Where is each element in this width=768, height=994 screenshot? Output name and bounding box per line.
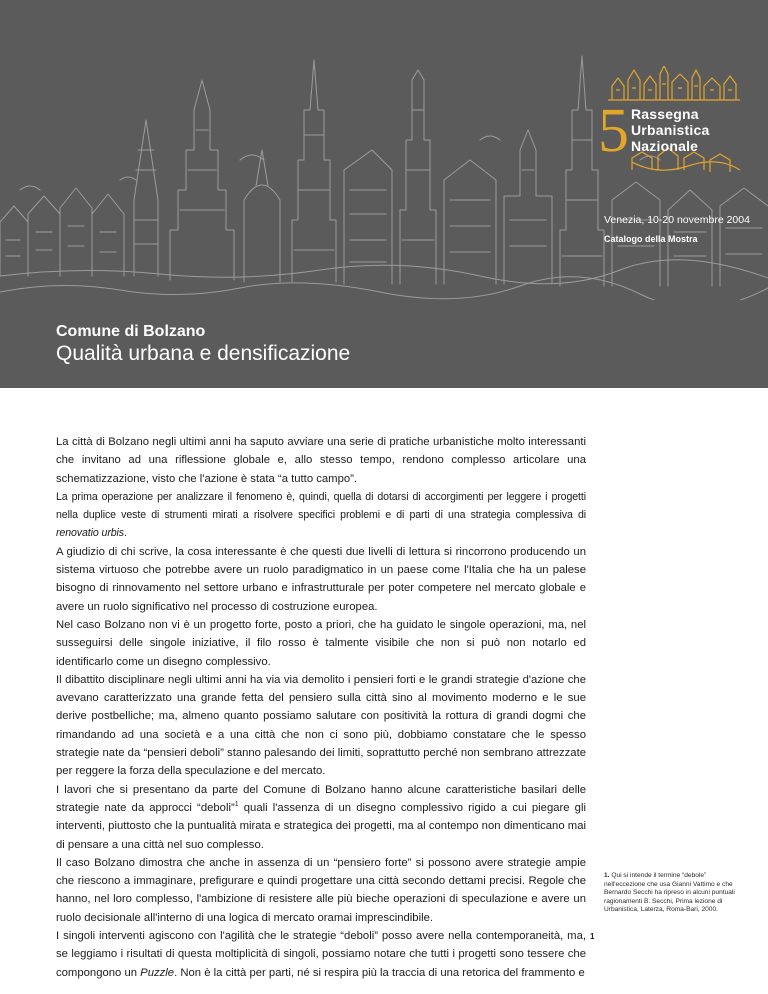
paragraph-3: A giudizio di chi scrive, la cosa interessante è che questi due livelli di lettura si rincorrono producendo un sistema virtuoso che potrebbe avere un ruolo paradigmatico in un paese come l'Italia che ha un palese bisogno di rinnovamento nel settore urbano e infrastrutturale per poter competere nel mercato globale e avere un ruolo significativo nel processo di costruzione europea. xyxy=(56,545,586,613)
paragraph-2-italic: renovatio urbis xyxy=(56,527,124,540)
paragraph-5: Il dibattito disciplinare negli ultimi anni ha via via demolito i pensieri forti e le grandi strategie d'azione che avevano caratterizzato una grande fetta del pensiero sulla città sino al movimento moderno e le sue derive postbelliche; ma, almeno quanto possiamo salutare con positività la rottura di grandi dogmi che rimandando ad una società e a una città che non ci sono più, dobbiamo constatare che le spesso strategie nate da “pensieri deboli” stanno palesando dei limiti, soprattutto perché non sembrano attrezzate per reggere la forza della speculazione e del mercato. xyxy=(56,673,586,778)
article-body xyxy=(56,433,586,982)
paragraph-2 xyxy=(56,488,586,543)
event-place-date: Venezia, 10-20 novembre 2004 xyxy=(604,214,750,226)
page-number: 1 xyxy=(590,932,595,941)
section-kicker: Comune di Bolzano xyxy=(56,323,206,340)
logo-word-1: Rassegna xyxy=(631,106,699,122)
paragraph-8-italic: Puzzle xyxy=(140,966,175,979)
paragraph-2-end: . xyxy=(124,527,127,540)
paragraph-8-rest: . Non è la città per parti, né si respira più la traccia di una retorica del frammento e xyxy=(174,966,585,979)
page-title: Qualità urbana e densificazione xyxy=(56,342,351,365)
paragraph-8 xyxy=(56,927,586,982)
event-logo xyxy=(598,66,748,196)
paragraph-8-text: I singoli interventi agiscono con l'agilità che le strategie “deboli” posso avere nella contemporaneità, ma, se leggiamo i risultati di questa moltiplicità di singoli, possiamo notare che tutti i progetti sono tessere che compongono un xyxy=(56,930,586,979)
footnote-number: 1. xyxy=(604,872,610,879)
paragraph-6-text: I lavori che si presentano da parte del Comune di Bolzano hanno alcune caratteristiche basilari delle strategie nate da approcci “deboli” xyxy=(56,783,586,814)
paragraph-4: Nel caso Bolzano non vi è un progetto forte, posto a priori, che ha guidato le singole operazioni, ma, nel susseguirsi delle singole iniziative, il filo rosso è talmente visibile che non si può non notarlo ed identificarlo come un disegno complessivo. xyxy=(56,618,586,668)
footnote xyxy=(604,872,744,915)
footnote-text: Qui si intende il termine “debole” nell'eccezione che usa Gianni Vattimo e che Bernardo Secchi ha ripreso in alcuni puntuali ragionamenti B. Secchi, Prima lezione di Urbanistica, Laterza, Roma-Bari, 2000. xyxy=(604,872,735,914)
footnote-ref: 1 xyxy=(234,801,239,809)
paragraph-7: Il caso Bolzano dimostra che anche in assenza di un “pensiero forte” si possono avere strategie ampie che riescono a immaginare, prefigurare e quindi progettare una città secondo dettami precisi. Regole che hanno, nel loro complesso, l'ambizione di resistere alle più bieche operazioni di speculazione e avere un ruolo decisionale all'interno di una logica di mercato oramai imprescindibile. xyxy=(56,856,586,924)
paragraph-6 xyxy=(56,781,586,854)
logo-word-2: Urbanistica xyxy=(631,122,710,138)
catalog-label: Catalogo della Mostra xyxy=(604,234,698,244)
edition-number: 5 xyxy=(598,97,629,165)
logo-word-3: Nazionale xyxy=(631,138,699,154)
paragraph-2-text: La prima operazione per analizzare il fenomeno è, quindi, quella di dotarsi di accorgimenti per leggere i progetti nella duplice veste di strumenti mirati a risolvere specifici problemi e di parti di una strategia complessiva di xyxy=(56,490,586,522)
paragraph-6-rest: quali l'assenza di un disegno complessivo rigido a cui piegare gli interventi, piuttosto che la puntualità mirata e strategica dei progetti, ma al contempo non dimenticano mai di pensare a una città nel suo complesso. xyxy=(56,801,586,851)
paragraph-1: La città di Bolzano negli ultimi anni ha saputo avviare una serie di pratiche urbanistiche molto interessanti che invitano ad una riflessione globale e, allo stesso tempo, rendono complesso articolare una schematizzazione, visto che l'azione è stata “a tutto campo”. xyxy=(56,436,586,485)
header-banner xyxy=(0,0,768,388)
